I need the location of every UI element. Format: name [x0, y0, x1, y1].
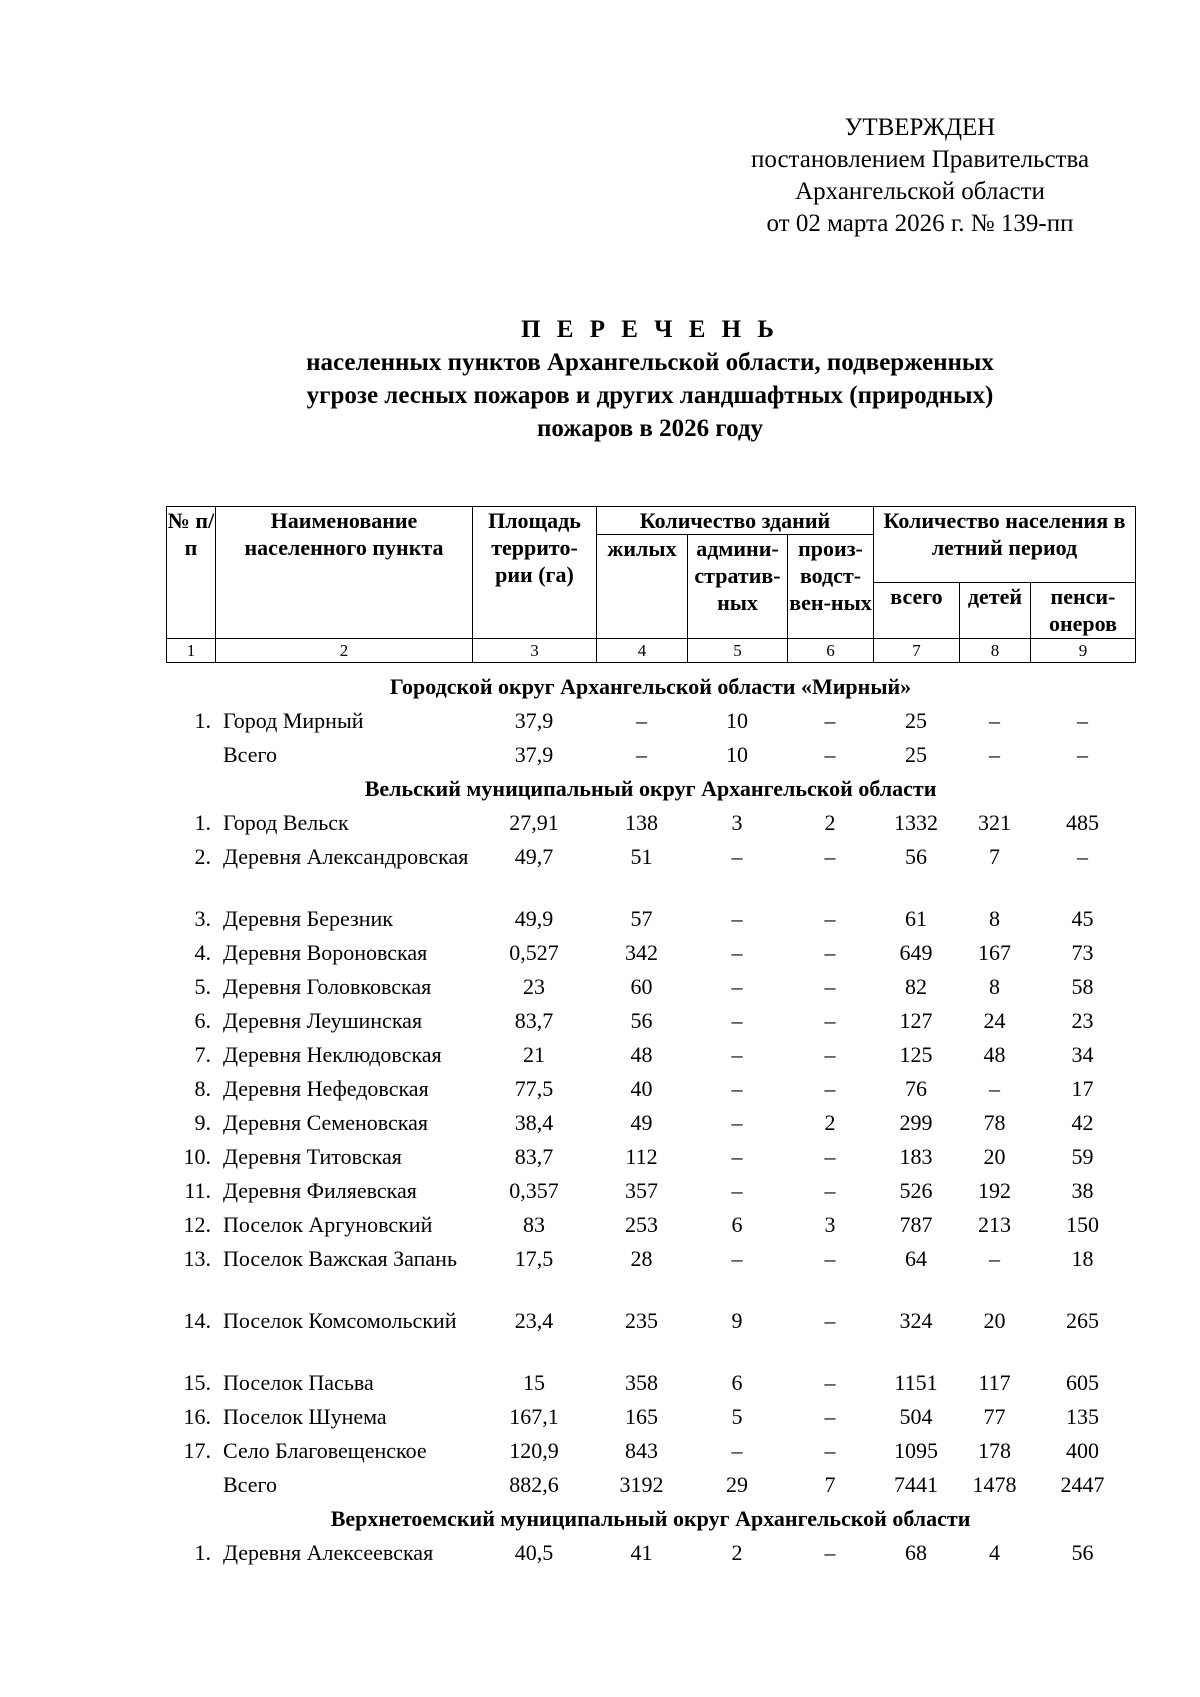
industrial-count: – [824, 1246, 836, 1271]
area-value: 37,9 [514, 708, 554, 733]
row-number: 14. [183, 1308, 211, 1333]
area-value: 15 [523, 1370, 545, 1395]
table-row [166, 1041, 1135, 1075]
table-row [166, 1109, 1135, 1143]
total-row [166, 1471, 1135, 1505]
population-total: 1095 [894, 1438, 938, 1463]
section-header [166, 775, 1135, 809]
table-row [166, 1539, 1135, 1573]
header-residential: жилых [597, 535, 688, 639]
admin-count: – [731, 1438, 743, 1463]
row-number: 4. [194, 940, 211, 965]
settlement-name: Деревня Филяевская [223, 1178, 417, 1203]
settlement-name: Всего [223, 742, 277, 767]
col-number: 4 [597, 639, 688, 663]
children-count: – [989, 1076, 1000, 1101]
row-number: 15. [183, 1370, 211, 1395]
table-row [166, 1369, 1135, 1403]
row-number: 12. [183, 1212, 211, 1237]
pensioners-count: 150 [1066, 1212, 1100, 1237]
residential-count: 253 [625, 1212, 658, 1237]
area-value: 49,9 [514, 906, 554, 931]
settlement-name: Деревня Вороновская [223, 940, 428, 965]
residential-count: 57 [630, 906, 653, 931]
pensioners-count: 23 [1071, 1008, 1094, 1033]
area-value: 23,4 [514, 1308, 554, 1333]
settlement-name: Поселок Комсомольский [223, 1308, 457, 1333]
population-total: 25 [905, 742, 927, 767]
row-number: 1. [194, 1540, 211, 1565]
population-total: 61 [905, 906, 927, 931]
row-number: 6. [194, 1008, 211, 1033]
row-number: 9. [194, 1110, 211, 1135]
row-number: 17. [183, 1438, 211, 1463]
residential-count: 49 [630, 1110, 653, 1135]
industrial-count: 2 [824, 810, 836, 835]
pensioners-count: 59 [1071, 1144, 1094, 1169]
admin-count: – [731, 1110, 743, 1135]
admin-count: 3 [731, 810, 743, 835]
title-line-1: населенных пунктов Архангельской области, подверженных [306, 349, 994, 376]
children-count: – [989, 1246, 1000, 1271]
industrial-count: – [824, 742, 836, 767]
admin-count: 6 [731, 1212, 743, 1237]
pensioners-count: 265 [1066, 1308, 1100, 1333]
admin-count: – [731, 1144, 743, 1169]
settlement-name: Деревня Алексеевская [223, 1540, 434, 1565]
area-value: 40,5 [514, 1540, 554, 1565]
area-value: 167,1 [509, 1404, 559, 1429]
population-total: 82 [905, 974, 927, 999]
industrial-count: – [824, 1178, 836, 1203]
title-line-2: угрозе лесных пожаров и других ландшафтных (природных) [306, 382, 994, 409]
industrial-count: – [824, 1308, 836, 1333]
population-total: 183 [899, 1144, 933, 1169]
pensioners-count: – [1077, 708, 1089, 733]
pensioners-count: 18 [1071, 1246, 1094, 1271]
residential-count: 342 [625, 940, 658, 965]
population-total: 127 [899, 1008, 933, 1033]
row-number: 2. [194, 844, 211, 869]
row-number: 7. [194, 1042, 211, 1067]
approval-line-4: от 02 марта 2026 г. № 139-пп [766, 210, 1074, 237]
residential-count: 40 [630, 1076, 653, 1101]
admin-count: 10 [726, 708, 748, 733]
residential-count: 112 [625, 1144, 658, 1169]
industrial-count: – [824, 1404, 836, 1429]
pensioners-count: 135 [1066, 1404, 1100, 1429]
children-count: 20 [983, 1308, 1006, 1333]
row-number [166, 1471, 215, 1505]
industrial-count: – [824, 1042, 836, 1067]
pensioners-count: 400 [1066, 1438, 1100, 1463]
section-title: Вельский муниципальный округ Архангельской области [364, 776, 937, 801]
approval-stamp [730, 112, 1110, 240]
admin-count: – [731, 1042, 743, 1067]
table-row [166, 1403, 1135, 1437]
residential-count: 41 [630, 1540, 653, 1565]
residential-count: 165 [625, 1404, 658, 1429]
settlement-name: Поселок Важская Запань [223, 1246, 457, 1271]
header-buildings: Количество зданий [597, 507, 874, 535]
table-header [166, 506, 1136, 663]
residential-count: 3192 [619, 1472, 664, 1497]
header-admin: админи-стратив-ных [688, 535, 788, 639]
residential-count: 358 [625, 1370, 658, 1395]
area-value: 83 [523, 1212, 545, 1237]
pensioners-count: 17 [1071, 1076, 1094, 1101]
children-count: 48 [983, 1042, 1006, 1067]
admin-count: – [731, 906, 743, 931]
children-count: 24 [983, 1008, 1006, 1033]
residential-count: 48 [630, 1042, 653, 1067]
row-number: 3. [194, 906, 211, 931]
admin-count: – [731, 844, 743, 869]
settlement-name: Деревня Березник [223, 906, 393, 931]
table-row [166, 809, 1135, 843]
table-row [166, 1245, 1135, 1307]
table-row [166, 1211, 1135, 1245]
document-title [200, 313, 1100, 445]
table-row [166, 1437, 1135, 1471]
children-count: 20 [983, 1144, 1006, 1169]
children-count: – [989, 708, 1000, 733]
area-value: 83,7 [514, 1144, 554, 1169]
row-number: 8. [194, 1076, 211, 1101]
admin-count: – [731, 974, 743, 999]
population-total: 504 [899, 1404, 933, 1429]
header-pensioners: пенси-онеров [1031, 583, 1136, 639]
area-value: 23 [523, 974, 545, 999]
row-number: 16. [183, 1404, 211, 1429]
settlement-name: Город Мирный [223, 708, 364, 733]
table-row [166, 1307, 1135, 1369]
industrial-count: 7 [824, 1472, 836, 1497]
pensioners-count: 605 [1066, 1370, 1100, 1395]
children-count: 213 [978, 1212, 1011, 1237]
residential-count: 357 [625, 1178, 658, 1203]
admin-count: – [731, 1178, 743, 1203]
settlement-name: Деревня Неклюдовская [223, 1042, 442, 1067]
industrial-count: 3 [824, 1212, 836, 1237]
residential-count: 843 [625, 1438, 658, 1463]
settlement-name: Деревня Александровская [223, 844, 469, 869]
col-number: 9 [1031, 639, 1136, 663]
table-row [166, 1177, 1135, 1211]
industrial-count: – [824, 940, 836, 965]
population-total: 125 [899, 1042, 933, 1067]
settlement-name: Село Благовещенское [223, 1438, 427, 1463]
children-count: 167 [978, 940, 1011, 965]
col-number: 7 [874, 639, 960, 663]
population-total: 649 [899, 940, 933, 965]
area-value: 21 [523, 1042, 545, 1067]
settlement-name: Поселок Шунема [223, 1404, 387, 1429]
industrial-count: 2 [824, 1110, 836, 1135]
settlement-name: Деревня Нефедовская [223, 1076, 429, 1101]
table-row [166, 939, 1135, 973]
pensioners-count: 58 [1071, 974, 1094, 999]
residential-count: 56 [630, 1008, 653, 1033]
area-value: 27,91 [509, 810, 559, 835]
area-value: 37,9 [514, 742, 554, 767]
population-total: 299 [899, 1110, 933, 1135]
col-number: 3 [473, 639, 597, 663]
industrial-count: – [824, 1144, 836, 1169]
residential-count: 51 [630, 844, 653, 869]
residential-count: – [636, 708, 647, 733]
table-row [166, 1007, 1135, 1041]
admin-count: – [731, 940, 743, 965]
row-number: 11. [184, 1178, 211, 1203]
settlement-name: Город Вельск [223, 810, 349, 835]
settlement-name: Поселок Аргуновский [223, 1212, 433, 1237]
total-row [166, 741, 1135, 775]
table-row [166, 843, 1135, 905]
population-total: 1151 [894, 1370, 938, 1395]
children-count: 321 [978, 810, 1011, 835]
admin-count: 5 [731, 1404, 743, 1429]
pensioners-count: 45 [1071, 906, 1094, 931]
residential-count: – [636, 742, 647, 767]
industrial-count: – [824, 1370, 836, 1395]
admin-count: 10 [726, 742, 748, 767]
population-total: 25 [905, 708, 927, 733]
children-count: 117 [978, 1370, 1011, 1395]
children-count: 8 [989, 974, 1000, 999]
table-row [166, 905, 1135, 939]
area-value: 120,9 [509, 1438, 559, 1463]
pensioners-count: 56 [1071, 1540, 1094, 1565]
children-count: 7 [989, 844, 1000, 869]
pensioners-count: 2447 [1060, 1472, 1105, 1497]
pensioners-count: – [1077, 742, 1089, 767]
header-num: № п/п [167, 507, 216, 639]
population-total: 526 [899, 1178, 933, 1203]
settlement-name: Деревня Леушинская [223, 1008, 423, 1033]
settlement-name: Деревня Семеновская [223, 1110, 429, 1135]
children-count: – [989, 742, 1000, 767]
residential-count: 28 [630, 1246, 653, 1271]
pensioners-count: 73 [1071, 940, 1094, 965]
area-value: 0,527 [509, 940, 559, 965]
row-number: 10. [183, 1144, 211, 1169]
population-total: 7441 [894, 1472, 938, 1497]
population-total: 324 [899, 1308, 933, 1333]
industrial-count: – [824, 906, 836, 931]
residential-count: 60 [630, 974, 653, 999]
industrial-count: – [824, 1008, 836, 1033]
children-count: 192 [978, 1178, 1011, 1203]
area-value: 0,357 [509, 1178, 559, 1203]
pensioners-count: – [1077, 844, 1089, 869]
population-total: 1332 [894, 810, 938, 835]
population-total: 76 [905, 1076, 927, 1101]
industrial-count: – [824, 1540, 836, 1565]
children-count: 178 [978, 1438, 1011, 1463]
row-number [166, 741, 215, 775]
residential-count: 138 [625, 810, 658, 835]
industrial-count: – [824, 1438, 836, 1463]
residential-count: 235 [625, 1308, 658, 1333]
children-count: 8 [989, 906, 1000, 931]
admin-count: 2 [731, 1540, 743, 1565]
industrial-count: – [824, 974, 836, 999]
approval-line-2: постановлением Правительства [750, 146, 1090, 173]
settlement-name: Всего [223, 1472, 277, 1497]
population-total: 64 [905, 1246, 927, 1271]
population-total: 56 [905, 844, 927, 869]
col-number: 6 [788, 639, 874, 663]
admin-count: 9 [731, 1308, 743, 1333]
header-industrial: произ-водст-вен-ных [788, 535, 874, 639]
settlement-name: Деревня Титовская [223, 1144, 402, 1169]
admin-count: 6 [731, 1370, 743, 1395]
population-total: 68 [905, 1540, 927, 1565]
pensioners-count: 485 [1066, 810, 1100, 835]
settlement-name: Поселок Пасьва [223, 1370, 374, 1395]
industrial-count: – [824, 844, 836, 869]
approval-line-1: УТВЕРЖДЕН [844, 114, 996, 141]
pensioners-count: 38 [1071, 1178, 1094, 1203]
area-value: 77,5 [514, 1076, 554, 1101]
children-count: 1478 [972, 1472, 1017, 1497]
pensioners-count: 42 [1071, 1110, 1094, 1135]
header-population: Количество населения в летний период [874, 507, 1136, 583]
table-row [166, 973, 1135, 1007]
admin-count: – [731, 1246, 743, 1271]
table-row [166, 707, 1135, 741]
section-header [166, 673, 1135, 707]
col-number: 2 [216, 639, 473, 663]
section-title: Верхнетоемский муниципальный округ Архангельской области [330, 1506, 971, 1531]
title-line-3: пожаров в 2026 году [536, 415, 764, 442]
children-count: 77 [983, 1404, 1006, 1429]
children-count: 4 [989, 1540, 1000, 1565]
header-children: детей [960, 583, 1031, 639]
row-number: 1. [194, 708, 211, 733]
industrial-count: – [824, 708, 836, 733]
children-count: 78 [983, 1110, 1006, 1135]
admin-count: 29 [726, 1472, 748, 1497]
col-number: 1 [167, 639, 216, 663]
approval-line-3: Архангельской области [795, 178, 1045, 205]
area-value: 49,7 [514, 844, 554, 869]
population-total: 787 [899, 1212, 933, 1237]
title-main: П Е Р Е Ч Е Н Ь [521, 316, 779, 343]
table-row [166, 1143, 1135, 1177]
row-number: 13. [183, 1246, 211, 1271]
pensioners-count: 34 [1071, 1042, 1094, 1067]
industrial-count: – [824, 1076, 836, 1101]
header-name: Наименование населенного пункта [216, 507, 473, 639]
col-number: 5 [688, 639, 788, 663]
table-row [166, 1075, 1135, 1109]
section-header [166, 1505, 1135, 1539]
settlements-table [166, 673, 1135, 1573]
admin-count: – [731, 1076, 743, 1101]
row-number: 1. [194, 810, 211, 835]
area-value: 17,5 [514, 1246, 554, 1271]
col-number: 8 [960, 639, 1031, 663]
header-col-numbers [167, 639, 1136, 663]
header-area: Площадь террито-рии (га) [473, 507, 597, 639]
admin-count: – [731, 1008, 743, 1033]
header-total: всего [874, 583, 960, 639]
settlement-name: Деревня Головковская [223, 974, 432, 999]
row-number: 5. [194, 974, 211, 999]
area-value: 83,7 [514, 1008, 554, 1033]
area-value: 38,4 [514, 1110, 554, 1135]
area-value: 882,6 [509, 1472, 559, 1497]
section-title: Городской округ Архангельской области «Мирный» [389, 674, 912, 699]
